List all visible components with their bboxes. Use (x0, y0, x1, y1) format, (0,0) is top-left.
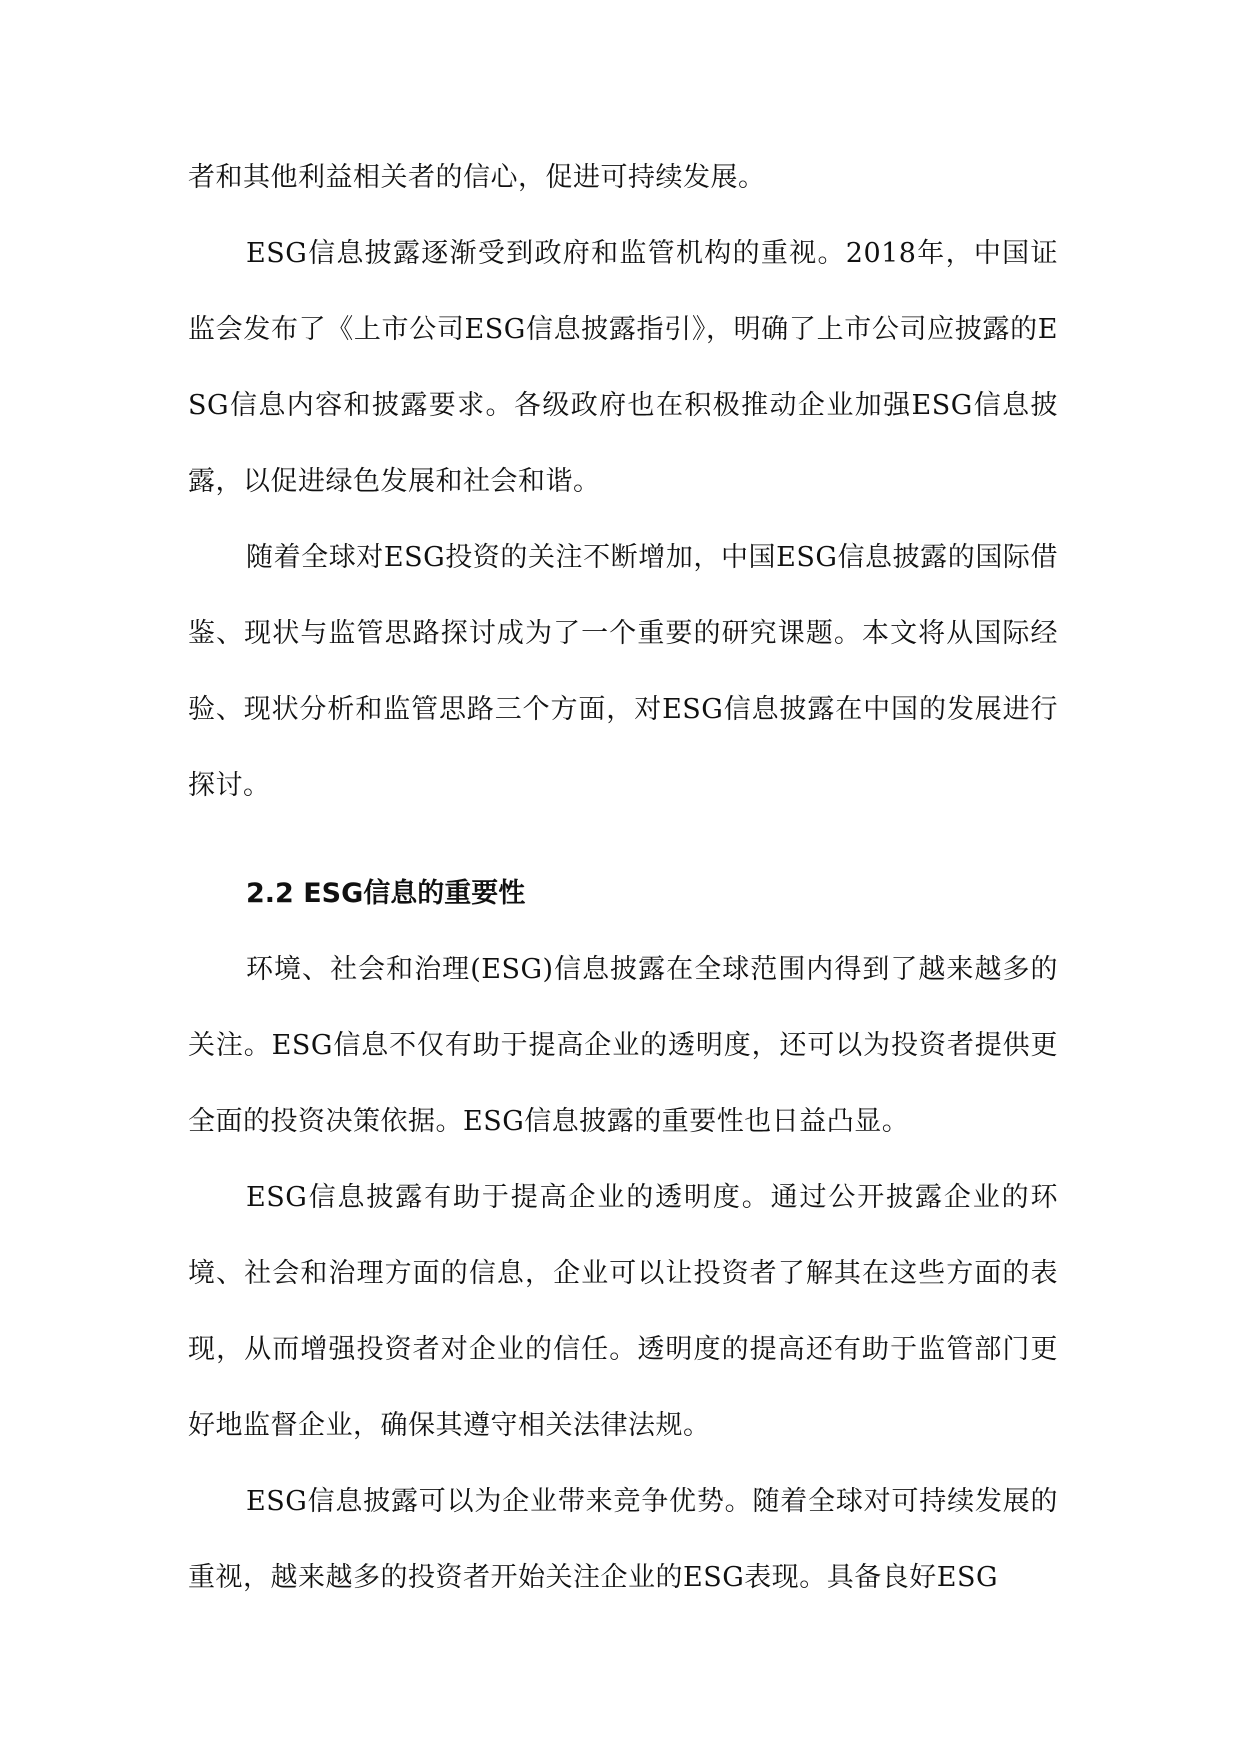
paragraph-research-topic: 随着全球对ESG投资的关注不断增加，中国ESG信息披露的国际借鉴、现状与监管思路探讨成为了一个重要的研究课题。本文将从国际经验、现状分析和监管思路三个方面，对ESG信息披露在中国的发展进行探讨。 (188, 542, 1058, 801)
paragraph-continuation: 者和其他利益相关者的信心，促进可持续发展。 (188, 162, 766, 193)
paragraph-competitive-advantage: ESG信息披露可以为企业带来竞争优势。随着全球对可持续发展的重视，越来越多的投资者开始关注企业的ESG表现。具备良好ESG (188, 1486, 1058, 1593)
section-heading: 2.2 ESG信息的重要性 (246, 878, 526, 909)
document-body (188, 140, 1058, 1616)
paragraph-government-attention: ESG信息披露逐渐受到政府和监管机构的重视。2018年，中国证监会发布了《上市公司ESG信息披露指引》，明确了上市公司应披露的ESG信息内容和披露要求。各级政府也在积极推动企业加强ESG信息披露，以促进绿色发展和社会和谐。 (188, 238, 1058, 497)
paragraph-esg-attention: 环境、社会和治理(ESG)信息披露在全球范围内得到了越来越多的关注。ESG信息不仅有助于提高企业的透明度，还可以为投资者提供更全面的投资决策依据。ESG信息披露的重要性也日益凸显。 (188, 954, 1058, 1137)
paragraph-transparency: ESG信息披露有助于提高企业的透明度。通过公开披露企业的环境、社会和治理方面的信息，企业可以让投资者了解其在这些方面的表现，从而增强投资者对企业的信任。透明度的提高还有助于监管部门更好地监督企业，确保其遵守相关法律法规。 (188, 1182, 1058, 1441)
